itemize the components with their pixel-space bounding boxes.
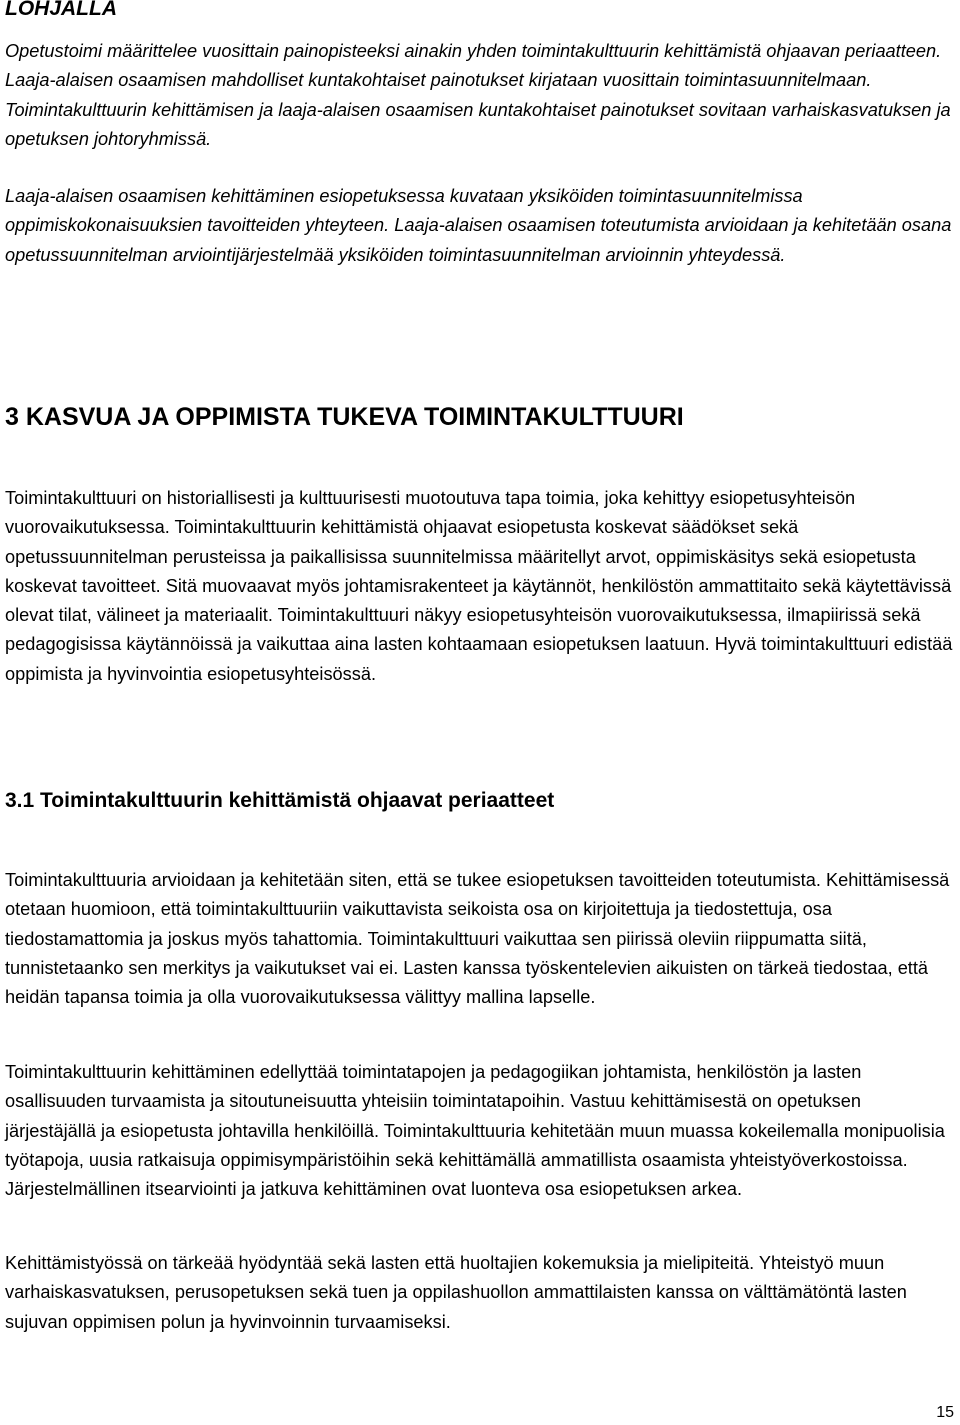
chapter-heading: 3 KASVUA JA OPPIMISTA TUKEVA TOIMINTAKULTTUURI — [5, 403, 684, 431]
page-number: 15 — [936, 1404, 954, 1421]
section-heading: LOHJALLA — [5, 0, 117, 20]
chapter-paragraph: Toimintakulttuuri on historiallisesti ja kulttuurisesti muotoutuva tapa toimia, joka kehittyy esiopetusyhteisön vuorovaikutuksessa. Toimintakulttuurin kehittämistä ohjaavat esiopetusta koskevat säädökset sekä opetussuunnitelman perusteissa ja paikallisissa suunnitelmissa määritellyt arvot, oppimiskäsitys sekä esiopetusta koskevat tavoitteet. Sitä muovaavat myös johtamisrakenteet ja käytännöt, henkilöstön ammattitaito sekä käytettävissä olevat tilat, välineet ja materiaalit. Toimintakulttuuri näkyy esiopetusyhteisön vuorovaikutuksessa, ilmapiirissä sekä pedagogisissa käytännöissä ja vaikuttaa aina lasten kohtaamaan esiopetuksen laatuun. Hyvä toimintakulttuuri edistää oppimista ja hyvinvointia esiopetusyhteisössä. — [5, 488, 953, 684]
intro-paragraph: Laaja-alaisen osaamisen kehittäminen esiopetuksessa kuvataan yksiköiden toimintasuunnitelmissa oppimiskokonaisuuksien tavoitteiden yhteyteen. Laaja-alaisen osaamisen toteutumista arvioidaan ja kehitetään osana opetussuunnitelman arviointijärjestelmää yksiköiden toimintasuunnitelman arvioinnin yhteydessä. — [5, 186, 952, 265]
subsection-paragraph: Toimintakulttuuria arvioidaan ja kehitetään siten, että se tukee esiopetuksen tavoitteiden toteutumista. Kehittämisessä otetaan huomioon, että toimintakulttuuriin vaikuttavista seikoista osa on kirjoitettuja ja tiedostettuja, osa tiedostamattomia ja joskus myös tahattomia. Toimintakulttuuri vaikuttaa sen piirissä oleviin riippumatta siitä, tunnistetaanko sen merkitys ja vaikutukset vai ei. Lasten kanssa työskentelevien aikuisten on tärkeä tiedostaa, että heidän tapansa toimia ja olla vuorovaikutuksessa välittyy mallina lapselle. — [5, 870, 950, 1008]
subsection-paragraph: Kehittämistyössä on tärkeää hyödyntää sekä lasten että huoltajien kokemuksia ja mielipiteitä. Yhteistyö muun varhaiskasvatuksen, perusopetuksen sekä tuen ja oppilashuollon ammattilaisten kanssa on välttämätöntä lasten sujuvan oppimisen polun ja hyvinvoinnin turvaamiseksi. — [5, 1253, 907, 1332]
subsection-paragraph: Toimintakulttuurin kehittäminen edellyttää toimintatapojen ja pedagogiikan johtamista, henkilöstön ja lasten osallisuuden turvaamista ja sitoutuneisuutta yhteisiin toimintatapoihin. Vastuu kehittämisestä on opetuksen järjestäjällä ja esiopetusta johtavilla henkilöillä. Toimintakulttuuria kehitetään muun muassa kokeilemalla monipuolisia työtapoja, uusia ratkaisuja oppimisympäristöihin sekä kehittämällä ammatillista osaamista yhteistyöverkostoissa. Järjestelmällinen itsearviointi ja jatkuva kehittäminen ovat luonteva osa esiopetuksen arkea. — [5, 1062, 945, 1200]
subsection-heading: 3.1 Toimintakulttuurin kehittämistä ohjaavat periaatteet — [5, 789, 555, 812]
intro-paragraph: Opetustoimi määrittelee vuosittain painopisteeksi ainakin yhden toimintakulttuurin kehittämistä ohjaavan periaatteen. Laaja-alaisen osaamisen mahdolliset kuntakohtaiset painotukset kirjataan vuosittain toimintasuunnitelmaan. Toimintakulttuurin kehittämisen ja laaja-alaisen osaamisen kuntakohtaiset painotukset sovitaan varhaiskasvatuksen ja opetuksen johtoryhmissä. — [5, 41, 951, 149]
